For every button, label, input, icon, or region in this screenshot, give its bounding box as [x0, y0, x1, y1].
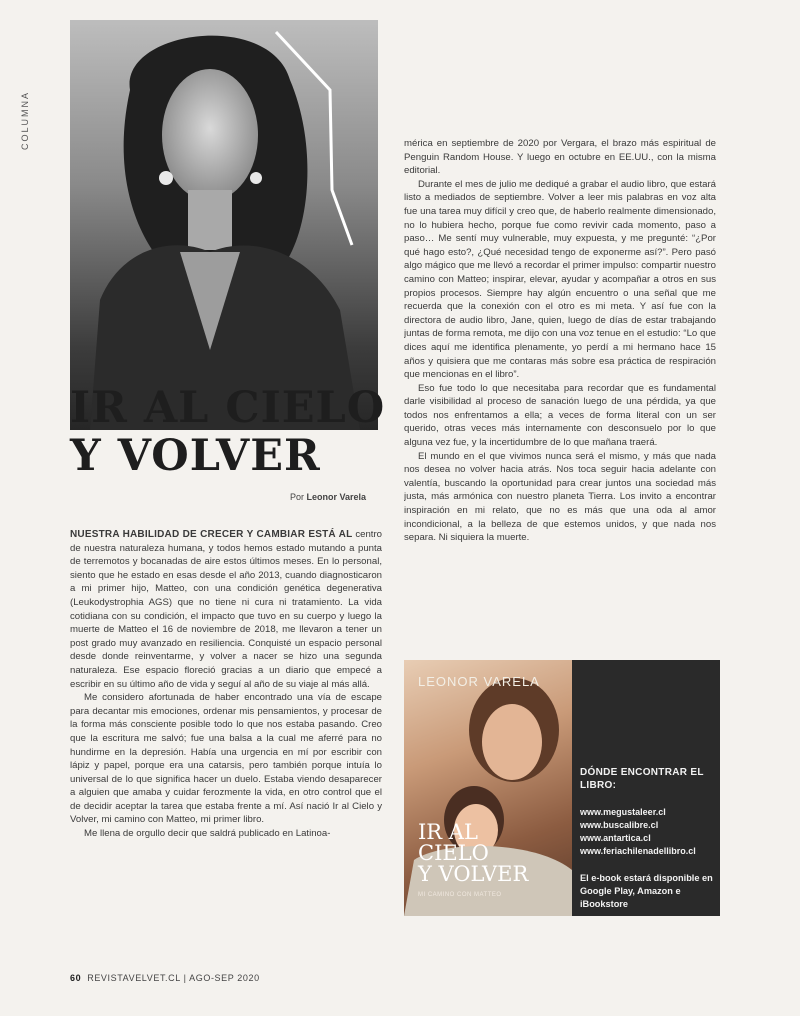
book-subtitle: MI CAMINO CON MATTEO — [418, 892, 502, 898]
where-to-buy-heading: DÓNDE ENCONTRAR EL LIBRO: — [580, 767, 704, 791]
page-number: 60 — [70, 973, 82, 983]
retailer-link[interactable]: www.antartica.cl — [580, 833, 651, 843]
paragraph — [404, 450, 716, 545]
paragraph-text: Eso fue todo lo que necesitaba para recordar que es fundamental darle visibilidad al proceso de sanación luego de una pérdida, ya que todos nos enfrentamos a ella; a veces de forma literal con un ser querido, otras veces más internamente con desconsuelo por lo que alguna vez fue, y la incertidumbre de lo que mañana traerá. — [404, 382, 716, 449]
book-title — [418, 822, 528, 885]
retailer-link[interactable]: www.megustaleer.cl — [580, 807, 666, 817]
paragraph — [404, 178, 716, 382]
book-title-line: IR AL — [418, 820, 478, 844]
headline-line-1: IR AL CIELO — [70, 383, 386, 433]
article-column-right — [404, 137, 716, 617]
retailer-link-list — [580, 806, 716, 858]
book-title-line: CIELO — [418, 841, 489, 865]
headline-line-2: Y VOLVER — [70, 431, 321, 481]
paragraph-lead-caps: NUESTRA HABILIDAD DE CRECER Y CAMBIAR ESTÁ AL — [70, 529, 353, 540]
ebook-note: El e-book estará disponible en Google Play, Amazon e iBookstore — [580, 873, 713, 909]
paragraph-text: El mundo en el que vivimos nunca será el mismo, y más que nada nos desea no volver hacia atrás. Nos toca seguir hacia adelante con valentía, buscando la oportunidad para crear juntos una sociedad más justa, más armónica con nuestro planeta Tierra. Los invito a encontrar inspiración en mi relato, que no es más que una oda al amor incondicional, a la belleza de que estemos unidos, y que nada nos separa. Ni siquiera la muerte. — [404, 450, 716, 544]
byline-author: Leonor Varela — [306, 492, 367, 502]
article-headline — [70, 384, 390, 480]
portrait-illustration — [70, 20, 378, 430]
article-column-left — [70, 528, 382, 920]
paragraph-text: centro de nuestra naturaleza humana, y todos hemos estado mutando a punta de terremotos y bocanadas de aire estos últimos meses. En lo personal, siento que he estado en esas desde el año 2013, cuando diagnosticaron a mi primer hijo, Matteo, con una condición genética degenerativa (Leukodystrophia AGS) que no tiene ni cura ni tratamiento. La vida cotidiana con su condición, el impacto que tuvo en su cuerpo y luego la muerte de Matteo el 16 de noviembre de 2018, me llevaron a tener un post grado muy avanzado en resiliencia. Conquisté un espacio personal desde donde reinventarme, y volver a nacer se hizo una segunda naturaleza. Ese espacio floreció gracias a un diario que empecé a escribir en su último año de vida y seguí al año de su viaje al más allá. — [70, 529, 382, 690]
book-author: LEONOR VARELA — [418, 674, 540, 689]
paragraph — [70, 827, 382, 841]
paragraph-text: Durante el mes de julio me dediqué a grabar el audio libro, que estará listo a mediados de septiembre. Volver a leer mis palabras en voz alta fue una tarea muy difícil y creo que, de haberlo realmente dimensionado, no lo hubiera hecho, porque fue como revivir cada momento, paso a paso… Me sentí muy vulnerable, muy expuesta, y me pregunté: “¿Por qué hago esto?, ¿Qué necesidad tengo de exponerme así?”. Pero pasó algo mágico que me llevó a recordar el primer impulso: compartir nuestro camino con Matteo; inspirar, elevar, ayudar y acompañar a otros en sus propios procesos. Siempre hay algún encuentro o una señal que me recuerda que la conexión con el otro es mi meta. Y así fue con la directora de audio libro, Jane, quien, luego de días de estar trabajando juntas de forma remota, me dijo con una voz tenue en el estudio: “Lo que dices aquí me identifica plenamente, yo perdí a mi hermano hace 15 años y quisiera que me contaras más sobre esa práctica de respiración que mencionas en el libro”. — [404, 178, 716, 381]
paragraph-text: Me llena de orgullo decir que saldrá publicado en Latinoa- — [84, 828, 331, 840]
author-portrait-photo — [70, 20, 378, 430]
book-title-line: Y VOLVER — [418, 862, 529, 886]
footer-text: REVISTAVELVET.CL | AGO-SEP 2020 — [87, 973, 260, 983]
book-cover-image — [404, 660, 572, 916]
book-info-box — [404, 660, 720, 916]
paragraph-text: mérica en septiembre de 2020 por Vergara, el brazo más espiritual de Penguin Random House. Y luego en octubre en EE.UU., con la misma editorial. — [404, 138, 716, 177]
section-label: COLUMNA — [20, 90, 30, 150]
paragraph — [404, 382, 716, 450]
paragraph — [70, 691, 382, 827]
paragraph — [70, 528, 382, 691]
paragraph-text: Me considero afortunada de haber encontrado una vía de escape para decantar mis emociones, ordenar mis pensamientos, y procesar de la forma más consciente posible todo lo que nos estaba pasando. Creo que la escritura me salvó; fue una balsa a la cual me aferré para no hundirme en la depresión. Había una urgencia en mí por escribir con lápiz y papel, porque era una catarsis, pero también porque intuía lo universal de lo que significa hacer un duelo. Estaba viendo desaparecer a alguien que amaba y cuidar ferozmente la vida, en otro control que el de decidir aceptar la tarea que estaba frente a mí. Así nació Ir al Cielo y Volver, mi camino con Matteo, mi primer libro. — [70, 692, 382, 826]
retailer-link[interactable]: www.buscalibre.cl — [580, 820, 659, 830]
where-to-buy-panel — [580, 766, 716, 911]
retailer-link[interactable]: www.feriachilenadellibro.cl — [580, 846, 696, 856]
page-footer — [70, 973, 260, 983]
paragraph — [404, 137, 716, 178]
byline — [290, 492, 366, 502]
byline-prefix: Por — [290, 492, 305, 502]
